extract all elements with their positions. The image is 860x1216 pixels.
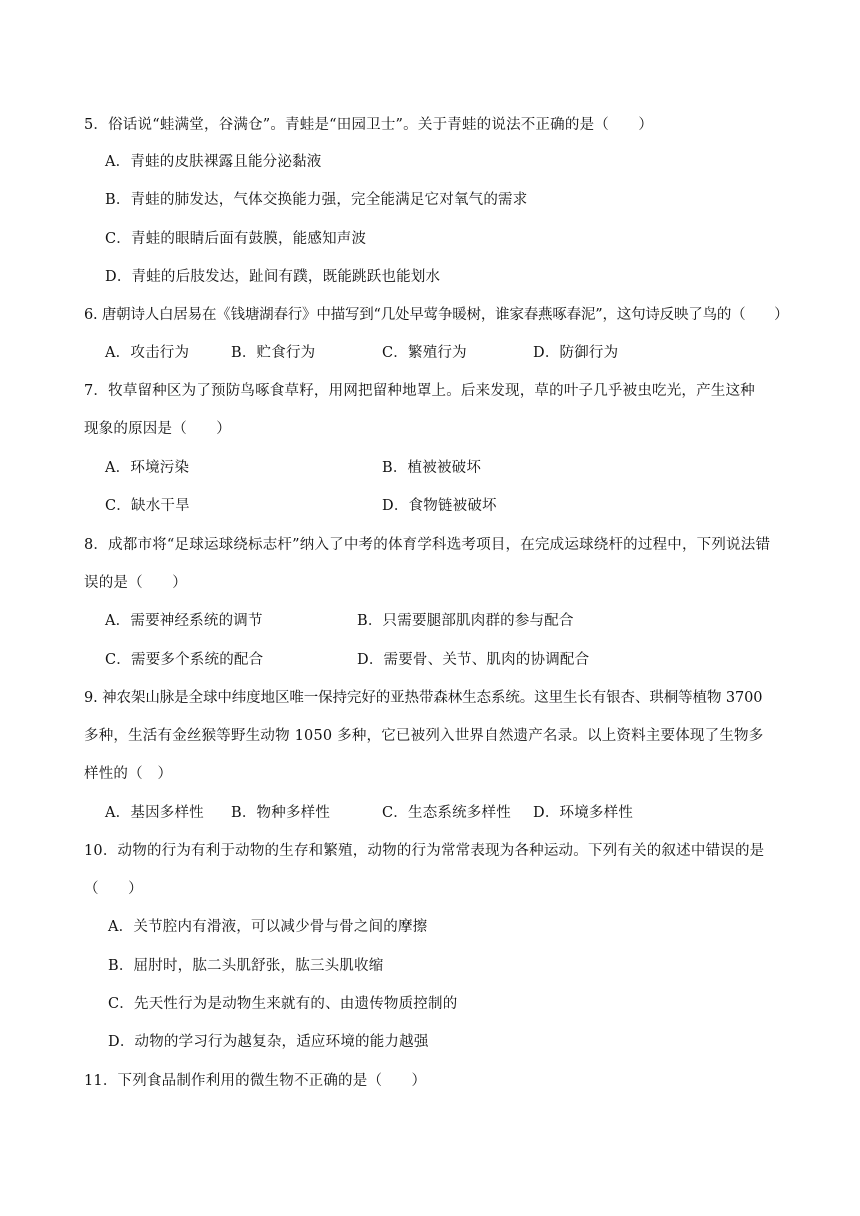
question-7-stem-line-1: 7．牧草留种区为了预防鸟啄食草籽，用网把留种地罩上。后来发现，草的叶子几乎被虫吃光，产生这种 [84,383,755,399]
question-5-option-b: B．青蛙的肺发达，气体交换能力强，完全能满足它对氧气的需求 [105,192,528,208]
question-10-option-a: A．关节腔内有滑液，可以减少骨与骨之间的摩擦 [108,919,428,935]
question-5-option-a: A．青蛙的皮肤裸露且能分泌黏液 [105,154,322,170]
question-9-stem-line-1: 9. 神农架山脉是全球中纬度地区唯一保持完好的亚热带森林生态系统。这里生长有银杏、珙桐等植物 3700 [84,690,763,706]
question-7-option-a: A．环境污染 [105,460,190,476]
question-5-option-c: C．青蛙的眼睛后面有鼓膜，能感知声波 [105,231,367,247]
question-10-option-c: C．先天性行为是动物生来就有的、由遗传物质控制的 [108,996,458,1012]
question-9-option-a: A．基因多样性 [105,805,204,821]
question-6-option-a: A．攻击行为 [105,345,190,361]
question-6-option-c: C．繁殖行为 [382,345,467,361]
question-9-option-c: C．生态系统多样性 [382,805,511,821]
question-6-option-b: B．贮食行为 [231,345,316,361]
question-10-stem-line-1: 10．动物的行为有利于动物的生存和繁殖，动物的行为常常表现为各种运动。下列有关的叙述中错误的是 [84,843,765,859]
question-5-stem: 5．俗话说“蛙满堂，谷满仓”。青蛙是“田园卫士”。关于青蛙的说法不正确的是（ ） [84,117,654,133]
question-7-option-b: B．植被被破坏 [382,460,482,476]
question-8-option-a: A．需要神经系统的调节 [105,613,263,629]
question-9-stem-line-3: 样性的（ ） [84,766,173,782]
question-8-option-d: D．需要骨、关节、肌肉的协调配合 [357,652,590,668]
question-8-option-c: C．需要多个系统的配合 [105,652,264,668]
question-9-option-b: B．物种多样性 [231,805,331,821]
question-8-stem-line-2: 误的是（ ） [84,575,187,591]
question-11-stem: 11．下列食品制作利用的微生物不正确的是（ ） [84,1073,427,1089]
question-10-option-d: D．动物的学习行为越复杂，适应环境的能力越强 [108,1034,429,1050]
question-8-option-b: B．只需要腿部肌肉群的参与配合 [357,613,574,629]
question-5-option-d: D．青蛙的后肢发达，趾间有蹼，既能跳跃也能划水 [105,269,441,285]
question-9-stem-line-2: 多种，生活有金丝猴等野生动物 1050 多种，它已被列入世界自然遗产名录。以上资料主要体现了生物多 [84,728,764,744]
question-6-option-d: D．防御行为 [533,345,619,361]
question-7-stem-line-2: 现象的原因是（ ） [84,421,231,437]
question-8-stem-line-1: 8．成都市将“足球运球绕标志杆”纳入了中考的体育学科选考项目，在完成运球绕杆的过程中，下列说法错 [84,537,771,553]
question-10-stem-line-2: （ ） [84,881,143,897]
question-6-stem: 6. 唐朝诗人白居易在《钱塘湖春行》中描写到“几处早莺争暖树，谁家春燕啄春泥”，这句诗反映了鸟的（ ） [84,307,789,323]
question-7-option-c: C．缺水干旱 [105,498,190,514]
question-7-option-d: D．食物链被破坏 [382,498,497,514]
question-10-option-b: B．屈肘时，肱二头肌舒张，肱三头肌收缩 [108,958,384,974]
question-9-option-d: D．环境多样性 [533,805,634,821]
